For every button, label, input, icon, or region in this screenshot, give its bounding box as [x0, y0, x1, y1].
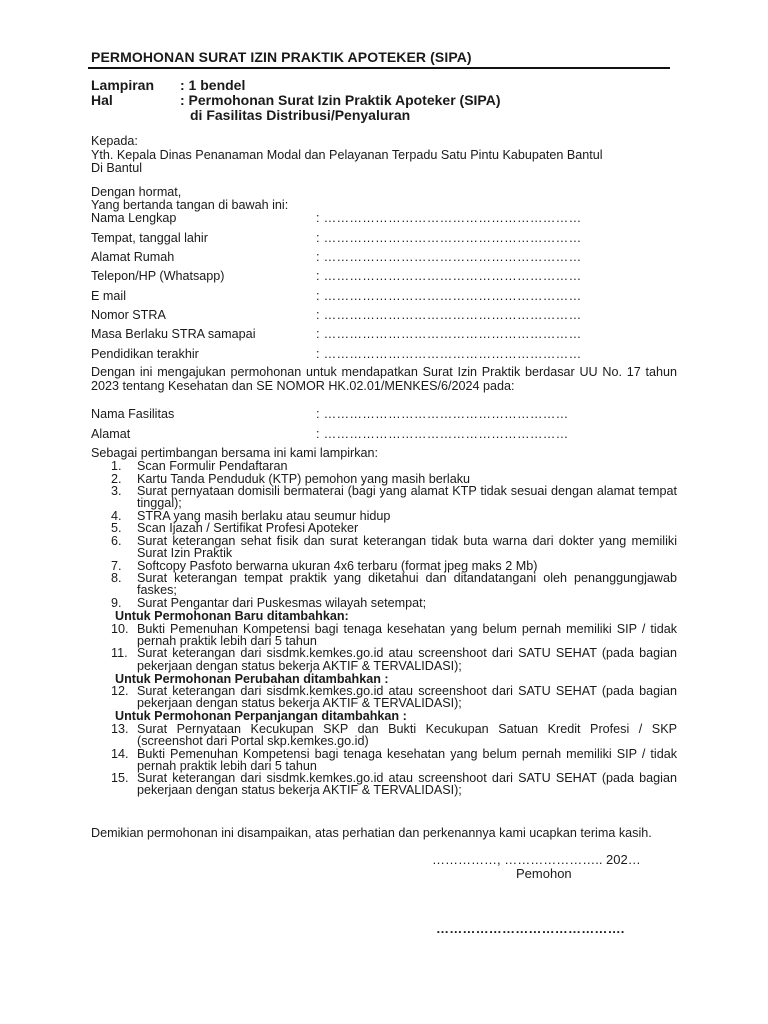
field-blank-alamat-fasilitas[interactable]: : …………………………………………………	[316, 427, 569, 441]
pemohon-label: Pemohon	[516, 866, 572, 881]
field-blank-nama-fasilitas[interactable]: : …………………………………………………	[316, 407, 569, 421]
field-blank-nomor-stra[interactable]: : ……………………………………………………	[316, 308, 582, 322]
item-text: Kartu Tanda Penduduk (KTP) pemohon yang masih berlaku	[137, 471, 471, 486]
closing-paragraph: Demikian permohonan ini disampaikan, atas perhatian dan perkenannya kami ucapkan terima kasih.	[91, 826, 652, 840]
item-text: Surat keterangan dari sisdmk.kemkes.go.id atau screenshoot dari SATU SEHAT (pada bagian pekerjaan dengan status bekerja AKTIF & TERVALIDASI);	[137, 646, 677, 673]
recipient-location: Di Bantul	[91, 161, 143, 175]
list-item	[111, 572, 677, 596]
field-blank-masa-berlaku-stra[interactable]: : ……………………………………………………	[316, 327, 582, 341]
item-number: 10.	[111, 621, 129, 636]
field-blank-tempat-tanggal-lahir[interactable]: : ……………………………………………………	[316, 231, 582, 245]
document-title: PERMOHONAN SURAT IZIN PRAKTIK APOTEKER (SIPA)	[91, 49, 472, 65]
list-item	[111, 723, 677, 747]
list-item	[111, 522, 677, 534]
item-text: Surat pernyataan domisili bermaterai (bagi yang alamat KTP tidak sesuai dengan alamat tempat tinggal);	[137, 484, 677, 511]
greeting: Dengan hormat,	[91, 185, 182, 199]
signature-name-line[interactable]: …………………………………….	[436, 921, 625, 936]
hal-value-continued: di Fasilitas Distribusi/Penyaluran	[190, 107, 411, 123]
lampiran-value: : 1 bendel	[180, 77, 246, 93]
item-text: Scan Formulir Pendaftaran	[137, 459, 288, 473]
field-label-nama-lengkap: Nama Lengkap	[91, 211, 177, 225]
item-text: Softcopy Pasfoto berwarna ukuran 4x6 terbaru (format jpeg maks 2 Mb)	[137, 558, 538, 573]
attachments-intro: Sebagai pertimbangan bersama ini kami lampirkan:	[91, 446, 379, 460]
list-item	[111, 647, 677, 671]
list-item	[111, 772, 677, 796]
item-number: 6.	[111, 534, 122, 549]
item-number: 12.	[111, 684, 129, 699]
field-blank-pendidikan[interactable]: : ……………………………………………………	[316, 347, 582, 361]
list-item	[111, 560, 677, 572]
list-item	[111, 623, 677, 647]
item-text: Bukti Pemenuhan Kompetensi bagi tenaga kesehatan yang belum pernah memiliki SIP / tidak pernah praktik lebih dari 5 tahun	[137, 621, 677, 648]
place-date-line[interactable]: ……………, ………………….. 202…	[432, 852, 641, 867]
field-label-nama-fasilitas: Nama Fasilitas	[91, 407, 175, 421]
item-number: 5.	[111, 521, 122, 536]
item-number: 4.	[111, 508, 122, 523]
item-number: 8.	[111, 571, 122, 586]
section-heading-baru: Untuk Permohonan Baru ditambahkan:	[115, 609, 349, 624]
list-item	[111, 685, 677, 709]
item-text: Bukti Pemenuhan Kompetensi bagi tenaga kesehatan yang belum pernah memiliki SIP / tidak pernah praktik lebih dari 5 tahun	[137, 746, 677, 773]
item-number: 13.	[111, 721, 129, 736]
list-item	[111, 535, 677, 559]
item-number: 9.	[111, 596, 122, 611]
list-item	[111, 473, 677, 485]
field-label-telepon: Telepon/HP (Whatsapp)	[91, 269, 225, 283]
list-item	[111, 485, 677, 509]
list-item	[111, 510, 677, 522]
attachments-list	[111, 460, 677, 797]
field-label-masa-berlaku-stra: Masa Berlaku STRA samapai	[91, 327, 256, 341]
item-text: Scan Ijazah / Sertifikat Profesi Apoteker	[137, 521, 359, 536]
field-label-tempat-tanggal-lahir: Tempat, tanggal lahir	[91, 231, 208, 245]
list-item	[111, 748, 677, 772]
field-label-pendidikan: Pendidikan terakhir	[91, 347, 199, 361]
item-text: Surat Pengantar dari Puskesmas wilayah setempat;	[137, 596, 427, 611]
field-label-email: E mail	[91, 289, 126, 303]
item-text: Surat keterangan sehat fisik dan surat keterangan tidak buta warna dari dokter yang memiliki Surat Izin Praktik	[137, 534, 677, 561]
field-label-alamat-rumah: Alamat Rumah	[91, 250, 175, 264]
field-label-nomor-stra: Nomor STRA	[91, 308, 166, 322]
item-number: 11.	[111, 646, 128, 661]
list-item	[111, 597, 677, 609]
recipient-line: Yth. Kepala Dinas Penanaman Modal dan Pelayanan Terpadu Satu Pintu Kabupaten Bantul	[91, 148, 603, 162]
item-number: 3.	[111, 484, 122, 499]
item-number: 7.	[111, 558, 122, 573]
item-text: Surat keterangan dari sisdmk.kemkes.go.id atau screenshoot dari SATU SEHAT (pada bagian pekerjaan dengan status bekerja AKTIF & TERVALIDASI);	[137, 771, 677, 798]
undersigned-intro: Yang bertanda tangan di bawah ini:	[91, 198, 289, 212]
field-blank-email[interactable]: : ……………………………………………………	[316, 289, 582, 303]
request-paragraph: Dengan ini mengajukan permohonan untuk mendapatkan Surat Izin Praktik berdasar UU No. 17 tahun 2023 tentang Kesehatan dan SE NOMOR HK.02.01/MENKES/6/2024 pada:	[91, 365, 677, 393]
item-number: 2.	[111, 471, 122, 486]
section-heading-perpanjangan: Untuk Permohonan Perpanjangan ditambahkan :	[115, 709, 407, 724]
item-text: STRA yang masih berlaku atau seumur hidup	[137, 508, 391, 523]
field-blank-telepon[interactable]: : ……………………………………………………	[316, 269, 582, 283]
item-text: Surat Pernyataan Kecukupan SKP dan Bukti Kecukupan Satuan Kredit Profesi / SKP (screenshot dari Portal skp.kemkes.go.id)	[137, 721, 677, 749]
item-text: Surat keterangan tempat praktik yang diketahui dan ditandatangani oleh penanggungjawab faskes;	[137, 571, 677, 598]
field-blank-nama-lengkap[interactable]: : ……………………………………………………	[316, 211, 582, 225]
item-number: 1.	[111, 459, 122, 473]
field-label-alamat-fasilitas: Alamat	[91, 427, 131, 441]
title-underline	[88, 67, 670, 69]
list-item	[111, 460, 677, 472]
field-blank-alamat-rumah[interactable]: : ……………………………………………………	[316, 250, 582, 264]
item-text: Surat keterangan dari sisdmk.kemkes.go.id atau screenshoot dari SATU SEHAT (pada bagian pekerjaan dengan status bekerja AKTIF & TERVALIDASI);	[137, 684, 677, 711]
kepada-label: Kepada:	[91, 134, 138, 148]
item-number: 15.	[111, 771, 129, 786]
hal-value: : Permohonan Surat Izin Praktik Apoteker (SIPA)	[180, 92, 501, 108]
lampiran-label: Lampiran	[91, 77, 155, 93]
section-heading-perubahan: Untuk Permohonan Perubahan ditambahkan :	[115, 671, 389, 686]
item-number: 14.	[111, 746, 129, 761]
hal-label: Hal	[91, 92, 113, 108]
